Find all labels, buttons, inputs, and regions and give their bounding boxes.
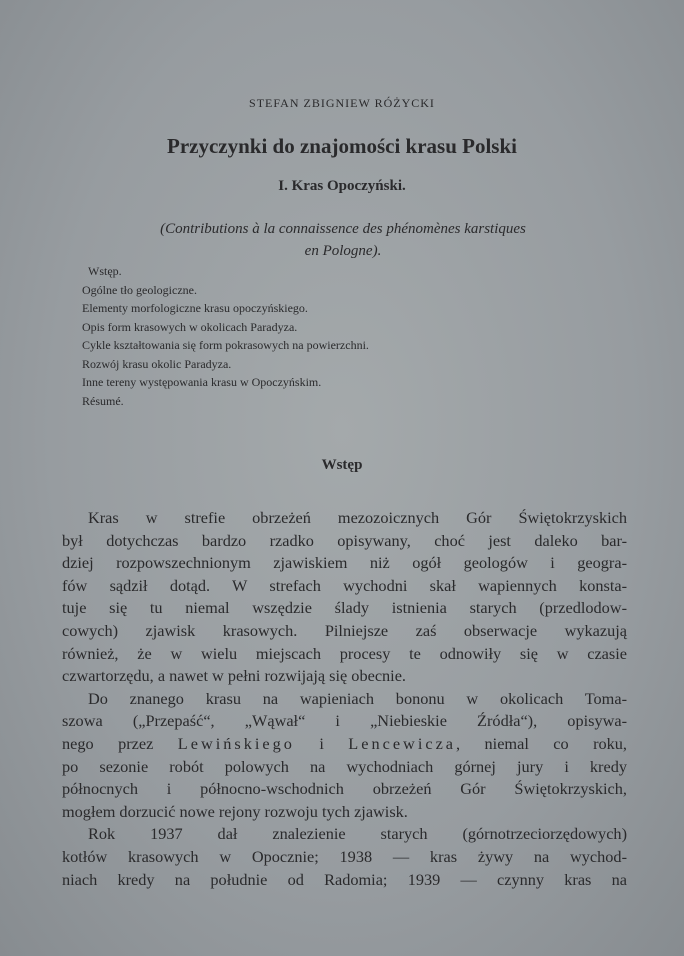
text-line: szowa („Przepaść“, „Wąwał“ i „Niebieskie Źródła“), opisywa- bbox=[62, 711, 627, 731]
author-name-spaced: Lencewicza bbox=[348, 733, 457, 753]
text-line: mogłem dorzucić nowe rejony rozwoju tych zjawisk. bbox=[62, 801, 408, 821]
toc-item: Inne tereny występowania krasu w Opoczyńskim. bbox=[82, 375, 322, 389]
body-text bbox=[62, 507, 627, 891]
toc-item: Opis form krasowych w okolicach Paradyza. bbox=[82, 319, 298, 334]
text-fragment: i bbox=[294, 733, 349, 753]
text-line: kotłów krasowych w Opocznie; 1938 — kras żywy na wychod- bbox=[62, 846, 627, 866]
text-line: również, że w wielu miejscach procesy te odnowiły się w czasie bbox=[62, 643, 627, 663]
text-line: Do znanego krasu na wapieniach bononu w okolicach Toma- bbox=[88, 688, 627, 708]
text-line: północnych i północno-wschodnich obrzeżeń Gór Świętokrzyskich, bbox=[62, 779, 627, 799]
author-name: STEFAN ZBIGNIEW RÓŻYCKI bbox=[249, 96, 435, 110]
table-of-contents bbox=[82, 262, 369, 410]
text-line: Kras w strefie obrzeżeń mezozoicznych Gór Świętokrzyskich bbox=[88, 508, 627, 527]
french-title-line: (Contributions à la connaissence des phénomènes karstiques bbox=[160, 221, 526, 237]
text-line: fów sądził dotąd. W strefach wychodni skał wapiennych konsta- bbox=[62, 575, 627, 595]
text-fragment: , niemal co roku, bbox=[456, 733, 628, 753]
section-heading: Wstęp bbox=[321, 457, 363, 473]
toc-item: Ogólne tło geologiczne. bbox=[82, 282, 197, 297]
author-name-spaced: Lewińskiego bbox=[177, 733, 295, 753]
text-line: czwartorzędu, a nawet w pełni rozwijają się obecnie. bbox=[62, 666, 407, 686]
text-line: Rok 1937 dał znalezienie starych (górnotrzeciorzędowych) bbox=[88, 824, 627, 844]
text-line: cowych) zjawisk krasowych. Pilniejsze zaś obserwacje wykazują bbox=[62, 620, 627, 640]
text-line: niach kredy na południe od Radomia; 1939 — czynny kras na bbox=[62, 869, 627, 889]
text-line: dziej rozpowszechnionym zjawiskiem niż ogół geologów i geogra- bbox=[62, 553, 627, 573]
text-line: był dotychczas bardzo rzadko opisywany, choć jest daleko bar- bbox=[62, 530, 627, 550]
toc-item: Cykle kształtowania się form pokrasowych na powierzchni. bbox=[82, 338, 369, 352]
text-fragment: nego przez bbox=[62, 733, 178, 753]
french-title bbox=[70, 218, 616, 262]
french-title-line: en Pologne). bbox=[304, 243, 382, 259]
article-subtitle: I. Kras Opoczyński. bbox=[278, 178, 406, 194]
toc-item: Résumé. bbox=[82, 393, 124, 408]
toc-item: Elementy morfologiczne krasu opoczyńskiego. bbox=[82, 301, 308, 315]
toc-item: Rozwój krasu okolic Paradyza. bbox=[82, 356, 232, 371]
text-line: po sezonie robót polowych na wychodniach górnej jury i kredy bbox=[62, 756, 627, 776]
text-line bbox=[62, 733, 627, 756]
text-line: tuje się tu niemal wszędzie ślady istnienia starych (przedlodow- bbox=[62, 598, 627, 618]
article-title: Przyczynki do znajomości krasu Polski bbox=[167, 134, 517, 158]
toc-item: Wstęp. bbox=[88, 264, 122, 278]
